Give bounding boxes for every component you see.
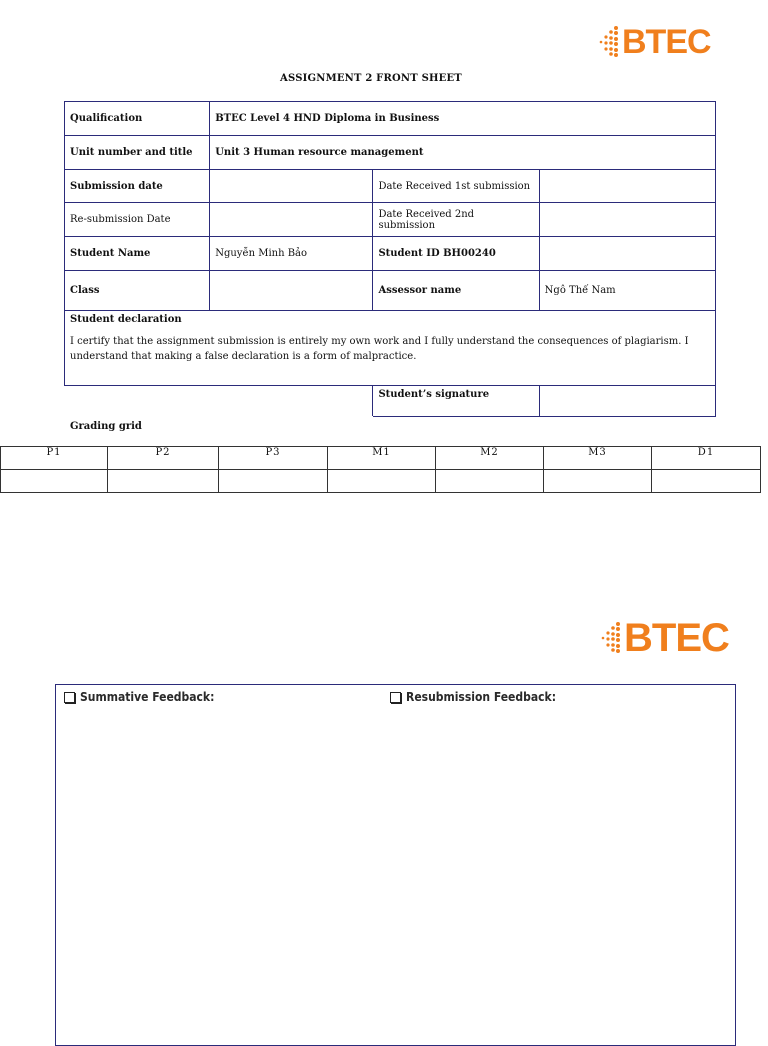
signature-field[interactable]	[539, 386, 715, 417]
student-id-field[interactable]	[539, 237, 715, 271]
resubmission-feedback-label: Resubmission Feedback:	[406, 690, 557, 704]
logo-text: BTEC	[622, 22, 711, 61]
summative-feedback-label: Summative Feedback:	[80, 690, 215, 704]
unit-row	[65, 136, 716, 170]
unit-value: Unit 3 Human resource management	[210, 136, 716, 170]
grade-header-p1: P1	[1, 447, 108, 470]
unit-label: Unit number and title	[65, 136, 210, 170]
assessor-value[interactable]: Ngô Thế Nam	[539, 271, 715, 311]
btec-logo-page-2	[600, 616, 729, 660]
dot-pattern-icon	[598, 24, 620, 60]
grade-header-p2: P2	[108, 447, 219, 470]
resubmission-date-field[interactable]	[210, 203, 373, 237]
grade-cell-p1[interactable]	[1, 470, 108, 493]
grade-cell-m3[interactable]	[544, 470, 652, 493]
student-name-label: Student Name	[65, 237, 210, 271]
declaration-text: I certify that the assignment submission is entirely my own work and I fully understand the consequences of plagiarism. I understand that making a false declaration is a form of malpractice.	[70, 336, 689, 362]
qualification-label: Qualification	[65, 102, 210, 136]
resubmission-row	[65, 203, 716, 237]
checkbox-icon[interactable]	[390, 692, 401, 703]
date-received-2-label: Date Received 2nd submission	[373, 203, 539, 237]
student-id-label: Student ID BH00240	[373, 237, 539, 271]
signature-spacer	[65, 386, 373, 417]
grade-header-m1: M1	[328, 447, 436, 470]
date-received-1-label: Date Received 1st submission	[373, 170, 539, 203]
grade-cell-m1[interactable]	[328, 470, 436, 493]
signature-row	[65, 386, 716, 417]
grading-value-row	[1, 470, 761, 493]
front-sheet-table	[64, 101, 716, 417]
resubmission-feedback-item[interactable]	[390, 690, 556, 704]
dot-pattern-icon	[600, 618, 622, 658]
qualification-row	[65, 102, 716, 136]
date-received-2-field[interactable]	[539, 203, 715, 237]
sheet-title: ASSIGNMENT 2 FRONT SHEET	[280, 73, 462, 84]
summative-feedback-item[interactable]	[64, 690, 214, 704]
declaration-heading: Student declaration	[70, 314, 182, 325]
grade-header-d1: D1	[652, 447, 761, 470]
grade-cell-p3[interactable]	[219, 470, 328, 493]
grading-header-row	[1, 447, 761, 470]
grade-cell-d1[interactable]	[652, 470, 761, 493]
grading-grid-table	[0, 446, 761, 493]
declaration-row	[65, 311, 716, 386]
grade-cell-p2[interactable]	[108, 470, 219, 493]
grade-header-m3: M3	[544, 447, 652, 470]
signature-label: Student’s signature	[373, 386, 539, 417]
grade-header-m2: M2	[436, 447, 544, 470]
grading-grid-label: Grading grid	[70, 421, 142, 432]
qualification-value: BTEC Level 4 HND Diploma in Business	[210, 102, 716, 136]
grade-header-p3: P3	[219, 447, 328, 470]
checkbox-icon[interactable]	[64, 692, 75, 703]
assessor-label: Assessor name	[373, 271, 539, 311]
grade-cell-m2[interactable]	[436, 470, 544, 493]
class-field[interactable]	[210, 271, 373, 311]
logo-text: BTEC	[624, 615, 729, 660]
submission-date-field[interactable]	[210, 170, 373, 203]
declaration-cell	[65, 311, 716, 386]
class-label: Class	[65, 271, 210, 311]
student-name-value[interactable]: Nguyễn Minh Bảo	[210, 237, 373, 271]
class-row	[65, 271, 716, 311]
student-row	[65, 237, 716, 271]
resubmission-date-label: Re-submission Date	[65, 203, 210, 237]
submission-row	[65, 170, 716, 203]
submission-date-label: Submission date	[65, 170, 210, 203]
btec-logo	[598, 20, 711, 64]
feedback-box[interactable]	[55, 684, 736, 1046]
date-received-1-field[interactable]	[539, 170, 715, 203]
